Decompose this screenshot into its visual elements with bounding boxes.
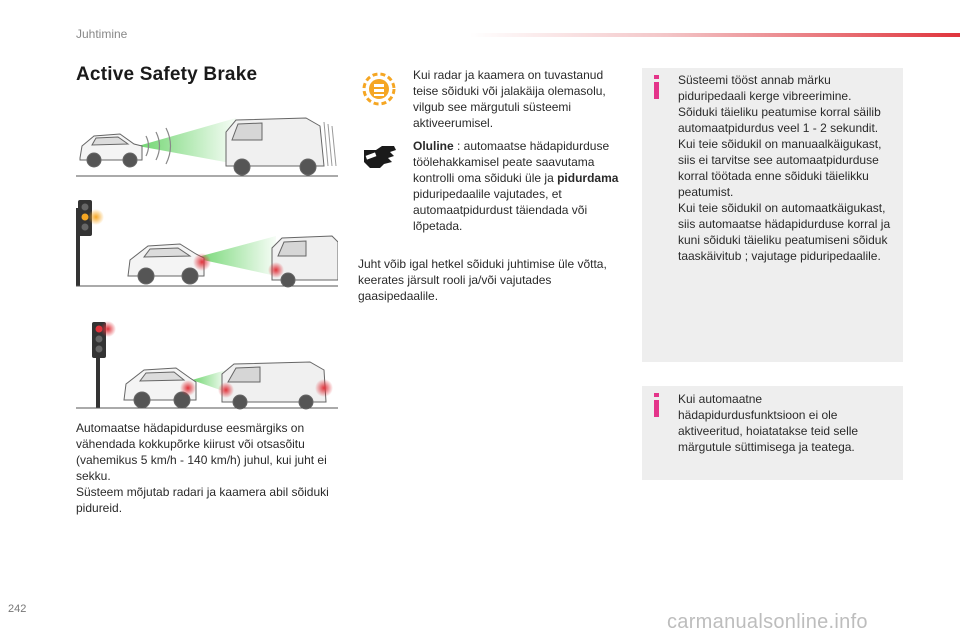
header-accent-line: [470, 33, 960, 37]
watermark: carmanualsonline.info: [667, 611, 868, 633]
info-box-1-content: [678, 72, 900, 264]
important-text-part-2: piduripedaalile vajutades, et automaatpidurdust täiendada või lõpetada.: [413, 187, 588, 233]
section-label: Juhtimine: [76, 27, 128, 41]
important-text-part-1: : automaatse hädapidurduse töölehakkamisel peate saavutama kontrolli oma sõiduki üle ja: [413, 139, 610, 185]
illustration-radar-detection: [76, 112, 338, 180]
page-number: 242: [8, 603, 27, 615]
warning-lamp-icon: [362, 72, 396, 106]
illustration-braking-warning: [76, 196, 338, 288]
info-box-system-behaviour: [642, 68, 903, 362]
info-box-not-activated: [642, 386, 903, 480]
intro-paragraph-1: Automaatse hädapidurduse eesmärgiks on vähendada kokkupõrke kiirust või otsasõitu (vahemikus 5 km/h - 140 km/h) juhul, kui juht ei sekku.: [76, 421, 327, 483]
info-box-2-content: Kui automaatne hädapidurdusfunktsioon ei ole aktiveeritud, hoiatatakse teid selle märgutule süttimisega ja teatega.: [678, 392, 859, 454]
page-title: Active Safety Brake: [76, 64, 258, 85]
driver-override-text: Juht võib igal hetkel sõiduki juhtimise üle võtta, keerates järsult rooli ja/või vajutades gaasipedaalile.: [358, 257, 607, 303]
intro-paragraph-2: Süsteem mõjutab radari ja kaamera abil sõiduki pidureid.: [76, 485, 329, 515]
info-line-3: Kui teie sõidukil on manuaalkäigukast, siis ei tarvitse see automaatpidurduse korral töötada enne sõiduki täielikku peatumist.: [678, 137, 882, 199]
info-line-1: Süsteemi tööst annab märku piduripedaali kerge vibreerimine.: [678, 73, 852, 103]
important-bold-word: pidurdama: [557, 171, 619, 185]
important-label: Oluline: [413, 139, 454, 153]
important-text: [413, 138, 623, 234]
warning-lamp-text: Kui radar ja kaamera on tuvastanud teise sõiduki või jalakäija olemasolu, vilgub see märgutuli süsteemi aktiveerumisel.: [413, 68, 606, 130]
info-line-4: Kui teie sõidukil on automaatkäigukast, siis automaatse hädapidurduse korral ja kuni sõiduki täieliku peatumiseni sõiduk taaskäivitub ; vajutage piduripedaalile.: [678, 201, 891, 263]
info-icon: [654, 400, 659, 417]
intro-text: [76, 420, 338, 516]
info-icon: [654, 82, 659, 99]
info-line-2: Sõiduki täieliku peatumise korral säilib automaatpidurdus veel 1 - 2 sekundit.: [678, 105, 881, 135]
illustration-emergency-stop: [76, 318, 338, 410]
important-hand-icon: [362, 142, 398, 172]
